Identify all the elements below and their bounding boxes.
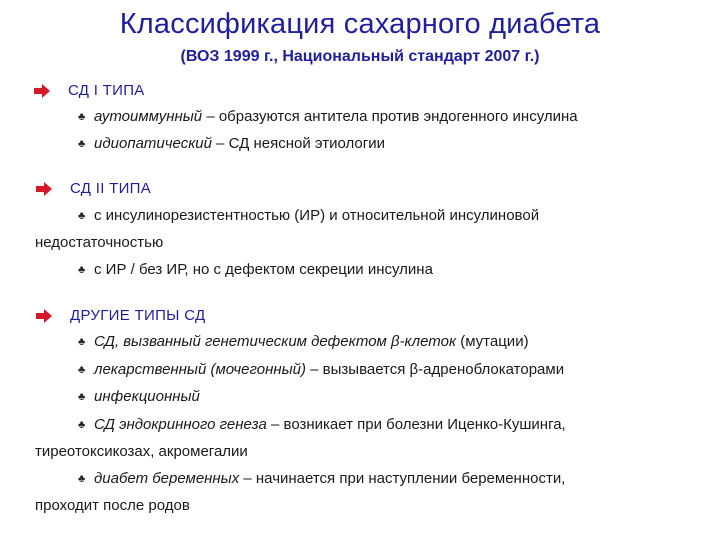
item-term: лекарственный (мочегонный) bbox=[94, 361, 306, 378]
page-subtitle: (ВОЗ 1999 г., Национальный стандарт 2007 г.) bbox=[180, 48, 540, 65]
list-item bbox=[78, 261, 433, 279]
item-text: с инсулинорезистентностью (ИР) и относительной инсулиновой bbox=[94, 207, 540, 224]
item-term: инфекционный bbox=[94, 388, 200, 405]
section-heading-type2 bbox=[70, 180, 151, 197]
club-bullet-icon: ♣ bbox=[78, 391, 86, 403]
club-bullet-icon: ♣ bbox=[78, 210, 86, 222]
item-text: (мутации) bbox=[456, 333, 529, 350]
red-arrow-icon bbox=[34, 84, 50, 98]
item-text: – СД неясной этиологии bbox=[211, 135, 385, 152]
club-bullet-icon: ♣ bbox=[78, 111, 86, 123]
club-bullet-icon: ♣ bbox=[78, 336, 86, 348]
item-term: СД, вызванный генетическим дефектом β-клеток bbox=[94, 333, 457, 350]
section-heading-label: СД II ТИПА bbox=[70, 180, 152, 197]
club-bullet-icon: ♣ bbox=[78, 364, 86, 376]
list-item bbox=[78, 108, 578, 126]
item-term: аутоиммунный bbox=[94, 108, 203, 125]
item-text: – начинается при наступлении беременности, bbox=[239, 470, 566, 487]
list-item bbox=[78, 207, 539, 225]
list-item bbox=[78, 470, 565, 488]
item-text: – образуются антитела против эндогенного инсулина bbox=[202, 108, 578, 125]
list-item bbox=[78, 388, 200, 406]
section-heading-label: СД I ТИПА bbox=[68, 82, 145, 99]
section-heading-type1 bbox=[68, 82, 145, 99]
club-bullet-icon: ♣ bbox=[78, 419, 86, 431]
item-text: – возникает при болезни Иценко-Кушинга, bbox=[266, 416, 566, 433]
club-bullet-icon: ♣ bbox=[78, 138, 86, 150]
red-arrow-icon bbox=[36, 182, 52, 196]
club-bullet-icon: ♣ bbox=[78, 473, 86, 485]
item-term: диабет беременных bbox=[94, 470, 240, 487]
page-title: Классификация сахарного диабета bbox=[119, 8, 601, 40]
red-arrow-icon bbox=[36, 309, 52, 323]
section-heading-other bbox=[70, 307, 205, 324]
list-item bbox=[78, 333, 529, 351]
item-continuation: проходит после родов bbox=[35, 497, 190, 514]
item-text: – вызывается β-адреноблокаторами bbox=[305, 361, 565, 378]
item-continuation: тиреотоксикозах, акромегалии bbox=[35, 443, 248, 460]
item-term: СД эндокринного генеза bbox=[94, 416, 267, 433]
item-term: идиопатический bbox=[94, 135, 212, 152]
club-bullet-icon: ♣ bbox=[78, 264, 86, 276]
item-text: с ИР / без ИР, но с дефектом секреции инсулина bbox=[94, 261, 433, 278]
list-item bbox=[78, 361, 564, 379]
list-item bbox=[78, 135, 385, 153]
item-continuation: недостаточностью bbox=[35, 234, 164, 251]
section-heading-label: ДРУГИЕ ТИПЫ СД bbox=[70, 307, 206, 324]
list-item bbox=[78, 416, 566, 434]
